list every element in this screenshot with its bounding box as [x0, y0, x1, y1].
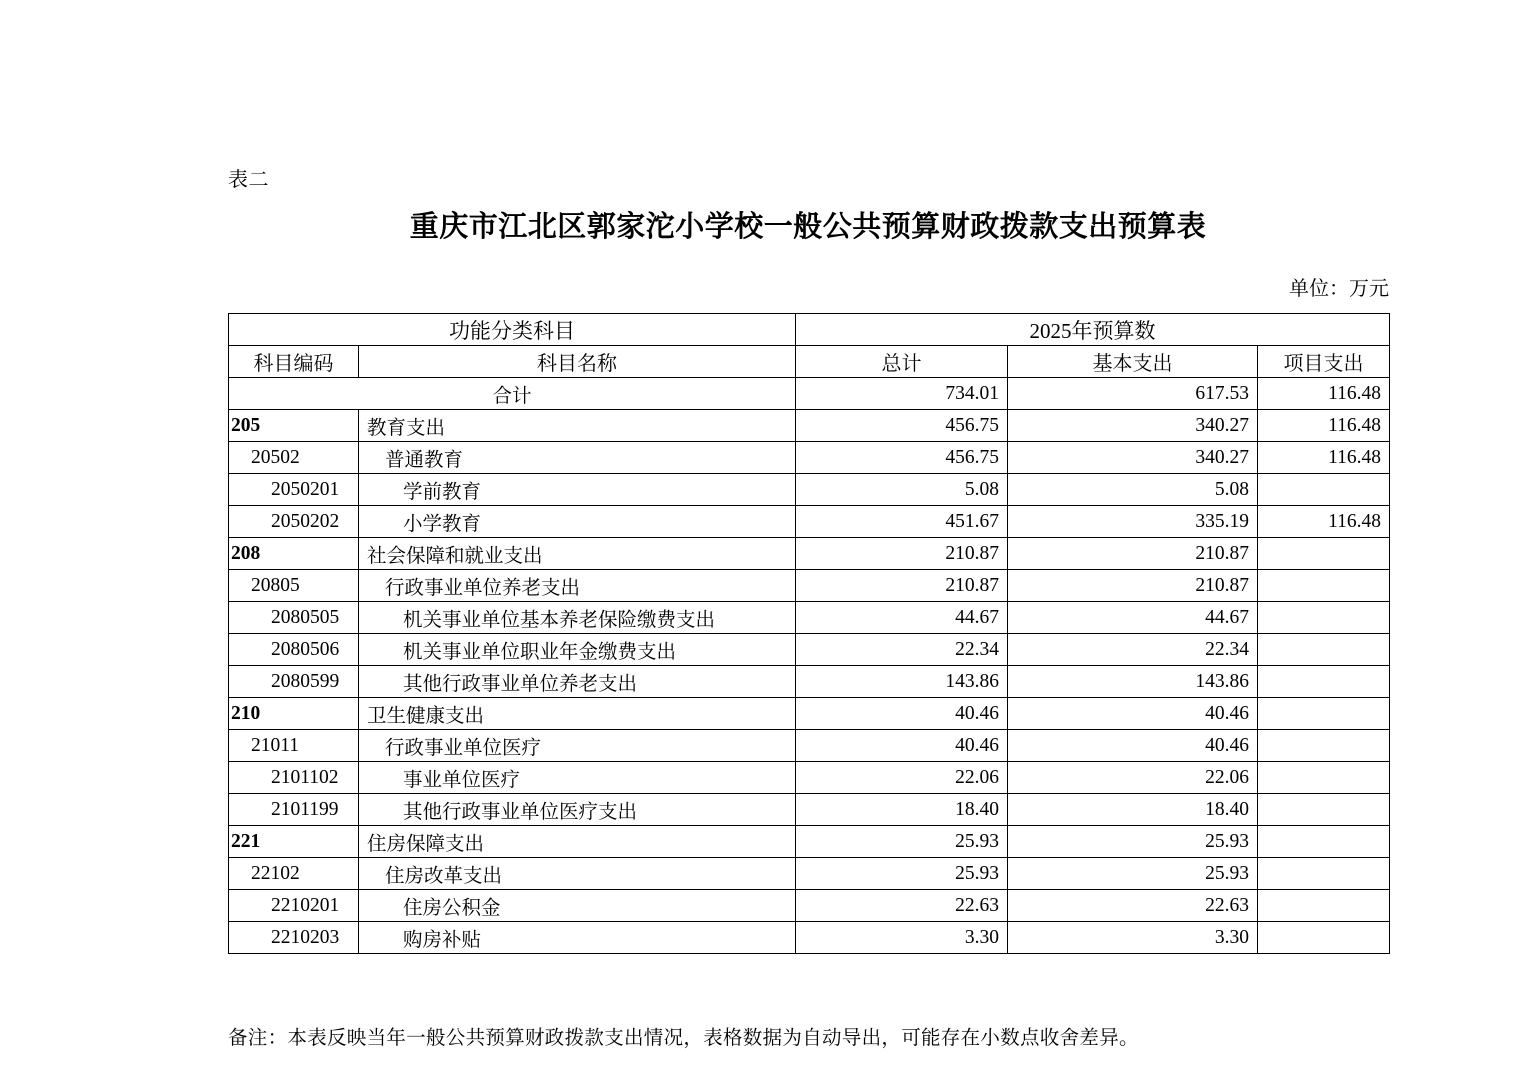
row-basic: 3.30: [1008, 922, 1258, 954]
row-name: 住房公积金: [359, 890, 796, 922]
row-total: 3.30: [796, 922, 1008, 954]
row-name: 合计: [229, 378, 796, 410]
row-project: [1258, 922, 1390, 954]
row-code: 2080506: [229, 634, 359, 666]
row-project: [1258, 570, 1390, 602]
row-basic: 18.40: [1008, 794, 1258, 826]
row-basic: 210.87: [1008, 570, 1258, 602]
row-name: 行政事业单位养老支出: [359, 570, 796, 602]
row-code: 20502: [229, 442, 359, 474]
row-name: 其他行政事业单位医疗支出: [359, 794, 796, 826]
row-project: [1258, 762, 1390, 794]
column-header-basic: 基本支出: [1008, 346, 1258, 378]
row-total: 456.75: [796, 410, 1008, 442]
row-basic: 25.93: [1008, 858, 1258, 890]
row-basic: 340.27: [1008, 442, 1258, 474]
row-basic: 22.63: [1008, 890, 1258, 922]
column-header-total: 总计: [796, 346, 1008, 378]
column-header-project: 项目支出: [1258, 346, 1390, 378]
row-code: 205: [229, 410, 359, 442]
row-total: 5.08: [796, 474, 1008, 506]
row-name: 社会保障和就业支出: [359, 538, 796, 570]
row-name: 机关事业单位职业年金缴费支出: [359, 634, 796, 666]
table-row: [229, 570, 1390, 602]
table-row: [229, 922, 1390, 954]
row-basic: 143.86: [1008, 666, 1258, 698]
row-code: 2080505: [229, 602, 359, 634]
row-code: 21011: [229, 730, 359, 762]
row-basic: 40.46: [1008, 730, 1258, 762]
table-row: [229, 538, 1390, 570]
row-total: 25.93: [796, 858, 1008, 890]
row-code: 22102: [229, 858, 359, 890]
row-name: 行政事业单位医疗: [359, 730, 796, 762]
table-row: [229, 442, 1390, 474]
table-column-header-row: [229, 346, 1390, 378]
row-basic: 340.27: [1008, 410, 1258, 442]
header-function-class: 功能分类科目: [229, 314, 796, 346]
row-project: [1258, 474, 1390, 506]
row-project: [1258, 794, 1390, 826]
table-row: [229, 666, 1390, 698]
row-name: 住房保障支出: [359, 826, 796, 858]
table-group-header-row: [229, 314, 1390, 346]
row-code: 210: [229, 698, 359, 730]
row-project: [1258, 890, 1390, 922]
column-header-name: 科目名称: [359, 346, 796, 378]
row-total: 210.87: [796, 538, 1008, 570]
row-code: 2101199: [229, 794, 359, 826]
row-code: 2050202: [229, 506, 359, 538]
row-project: 116.48: [1258, 442, 1390, 474]
row-project: [1258, 858, 1390, 890]
row-project: [1258, 730, 1390, 762]
table-row: [229, 858, 1390, 890]
row-code: 2050201: [229, 474, 359, 506]
row-total: 456.75: [796, 442, 1008, 474]
row-total: 143.86: [796, 666, 1008, 698]
row-name: 教育支出: [359, 410, 796, 442]
table-row: [229, 762, 1390, 794]
header-year-budget: 2025年预算数: [796, 314, 1390, 346]
row-name: 住房改革支出: [359, 858, 796, 890]
row-total: 44.67: [796, 602, 1008, 634]
row-basic: 617.53: [1008, 378, 1258, 410]
table-row: [229, 794, 1390, 826]
table-row: [229, 730, 1390, 762]
row-code: 20805: [229, 570, 359, 602]
table-row: [229, 698, 1390, 730]
row-total: 22.34: [796, 634, 1008, 666]
page-title: 重庆市江北区郭家沱小学校一般公共预算财政拨款支出预算表: [409, 211, 1207, 243]
row-code: 208: [229, 538, 359, 570]
table-row: [229, 634, 1390, 666]
row-project: [1258, 698, 1390, 730]
row-name: 小学教育: [359, 506, 796, 538]
row-total: 22.63: [796, 890, 1008, 922]
row-basic: 40.46: [1008, 698, 1258, 730]
column-header-code: 科目编码: [229, 346, 359, 378]
row-project: [1258, 634, 1390, 666]
table-body: [229, 314, 1390, 954]
row-total: 25.93: [796, 826, 1008, 858]
row-name: 购房补贴: [359, 922, 796, 954]
table-note: 备注：本表反映当年一般公共预算财政拨款支出情况，表格数据为自动导出，可能存在小数点收舍差异。: [228, 1028, 1139, 1049]
budget-table: [228, 313, 1390, 954]
row-project: 116.48: [1258, 506, 1390, 538]
row-basic: 44.67: [1008, 602, 1258, 634]
row-project: [1258, 538, 1390, 570]
table-row: [229, 506, 1390, 538]
row-code: 2080599: [229, 666, 359, 698]
table-row: [229, 890, 1390, 922]
row-project: [1258, 602, 1390, 634]
table-row: [229, 826, 1390, 858]
row-basic: 5.08: [1008, 474, 1258, 506]
table-row: [229, 410, 1390, 442]
row-name: 普通教育: [359, 442, 796, 474]
table-tag: 表二: [228, 169, 269, 191]
unit-label: 单位：万元: [1289, 278, 1389, 300]
row-basic: 25.93: [1008, 826, 1258, 858]
row-basic: 335.19: [1008, 506, 1258, 538]
row-code: 2101102: [229, 762, 359, 794]
table-row: [229, 474, 1390, 506]
row-total: 40.46: [796, 698, 1008, 730]
row-total: 40.46: [796, 730, 1008, 762]
table-row: [229, 378, 1390, 410]
row-basic: 22.34: [1008, 634, 1258, 666]
row-project: [1258, 666, 1390, 698]
row-basic: 22.06: [1008, 762, 1258, 794]
row-total: 734.01: [796, 378, 1008, 410]
row-total: 210.87: [796, 570, 1008, 602]
row-total: 22.06: [796, 762, 1008, 794]
row-project: [1258, 826, 1390, 858]
row-total: 451.67: [796, 506, 1008, 538]
table-row: [229, 602, 1390, 634]
row-name: 事业单位医疗: [359, 762, 796, 794]
row-total: 18.40: [796, 794, 1008, 826]
row-code: 2210201: [229, 890, 359, 922]
row-project: 116.48: [1258, 410, 1390, 442]
row-name: 机关事业单位基本养老保险缴费支出: [359, 602, 796, 634]
row-name: 卫生健康支出: [359, 698, 796, 730]
row-project: 116.48: [1258, 378, 1390, 410]
row-code: 2210203: [229, 922, 359, 954]
row-name: 学前教育: [359, 474, 796, 506]
row-name: 其他行政事业单位养老支出: [359, 666, 796, 698]
row-basic: 210.87: [1008, 538, 1258, 570]
row-code: 221: [229, 826, 359, 858]
